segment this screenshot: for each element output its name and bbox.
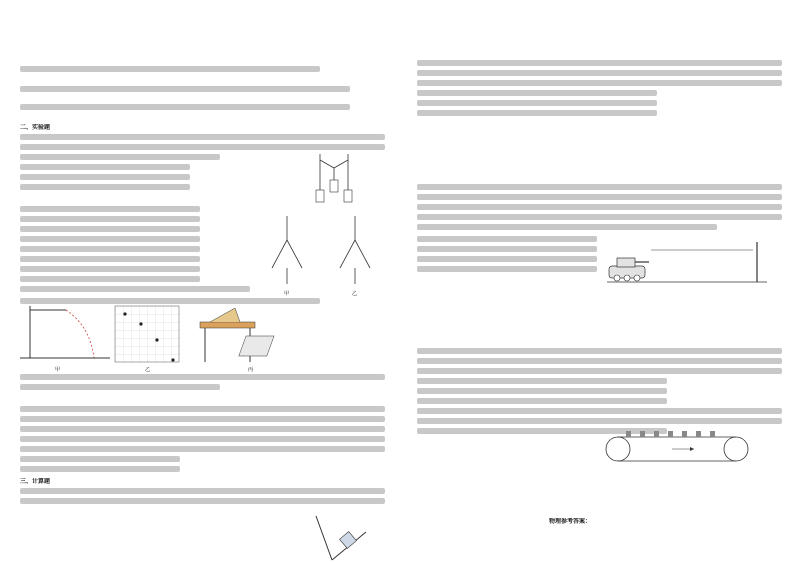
question-text-line [20, 226, 200, 232]
question-text-line [20, 456, 180, 462]
question-text-line [417, 368, 782, 374]
question-text-line [20, 298, 320, 304]
question-text-line [20, 134, 385, 140]
question-text-line [20, 266, 200, 272]
question-text-line [417, 408, 782, 414]
question-text-line [20, 104, 350, 110]
right-column [397, 0, 794, 562]
conveyor-belt-figure [602, 425, 752, 475]
answer-title: 物理参考答案： [549, 518, 592, 525]
hanging-weights-figure [300, 150, 370, 210]
question-text-line [20, 174, 190, 180]
question-text-line [20, 246, 200, 252]
question-text-line [20, 406, 385, 412]
figure-label-jia: 甲 [284, 291, 290, 297]
question-text-line [20, 488, 385, 494]
projectile-apparatus-jia [20, 306, 110, 366]
question-text-line [20, 86, 350, 92]
question-text-line [417, 266, 597, 272]
question-text-line [417, 70, 782, 76]
grid-photo-yi [115, 306, 185, 366]
question-text-line [417, 388, 667, 394]
question-text-line [417, 246, 597, 252]
question-text-line [20, 286, 250, 292]
question-text-line [417, 90, 657, 96]
incline-box-figure [296, 510, 376, 562]
question-text-line [417, 204, 782, 210]
question-text-line [417, 184, 782, 190]
figure-label-jia: 甲 [55, 367, 61, 373]
question-text-line [417, 100, 657, 106]
question-text-line [20, 154, 220, 160]
question-text-line [417, 378, 667, 384]
figure-label-yi: 乙 [145, 367, 151, 373]
question-text-line [417, 194, 782, 200]
section-calc-heading: 三、计算题 [20, 478, 51, 485]
question-text-line [20, 426, 385, 432]
question-text-line [417, 398, 667, 404]
question-text-line [20, 276, 200, 282]
question-text-line [20, 184, 190, 190]
question-text-line [20, 466, 180, 472]
question-text-line [417, 80, 782, 86]
question-text-line [417, 358, 782, 364]
question-text-line [20, 256, 200, 262]
question-text-line [20, 446, 385, 452]
question-text-line [20, 206, 200, 212]
question-text-line [417, 224, 717, 230]
question-text-line [20, 164, 190, 170]
question-text-line [417, 348, 782, 354]
tank-target-figure [607, 236, 777, 296]
question-text-line [20, 216, 200, 222]
figure-label-yi: 乙 [352, 291, 358, 297]
question-text-line [20, 498, 385, 504]
figure-label-bing: 丙 [248, 367, 254, 373]
question-text-line [417, 110, 657, 116]
table-apparatus-bing [195, 306, 295, 366]
question-text-line [20, 436, 385, 442]
question-text-line [417, 418, 782, 424]
question-text-line [20, 384, 220, 390]
question-text-line [20, 374, 385, 380]
question-text-line [417, 60, 782, 66]
question-text-line [20, 236, 200, 242]
question-text-line [20, 416, 385, 422]
force-diagram-jia [262, 210, 312, 290]
question-text-line [417, 236, 597, 242]
question-text-line [20, 66, 320, 72]
section-experiment-heading: 二、实验题 [20, 124, 51, 131]
question-text-line [417, 256, 597, 262]
force-diagram-yi [330, 210, 380, 290]
question-text-line [417, 214, 782, 220]
